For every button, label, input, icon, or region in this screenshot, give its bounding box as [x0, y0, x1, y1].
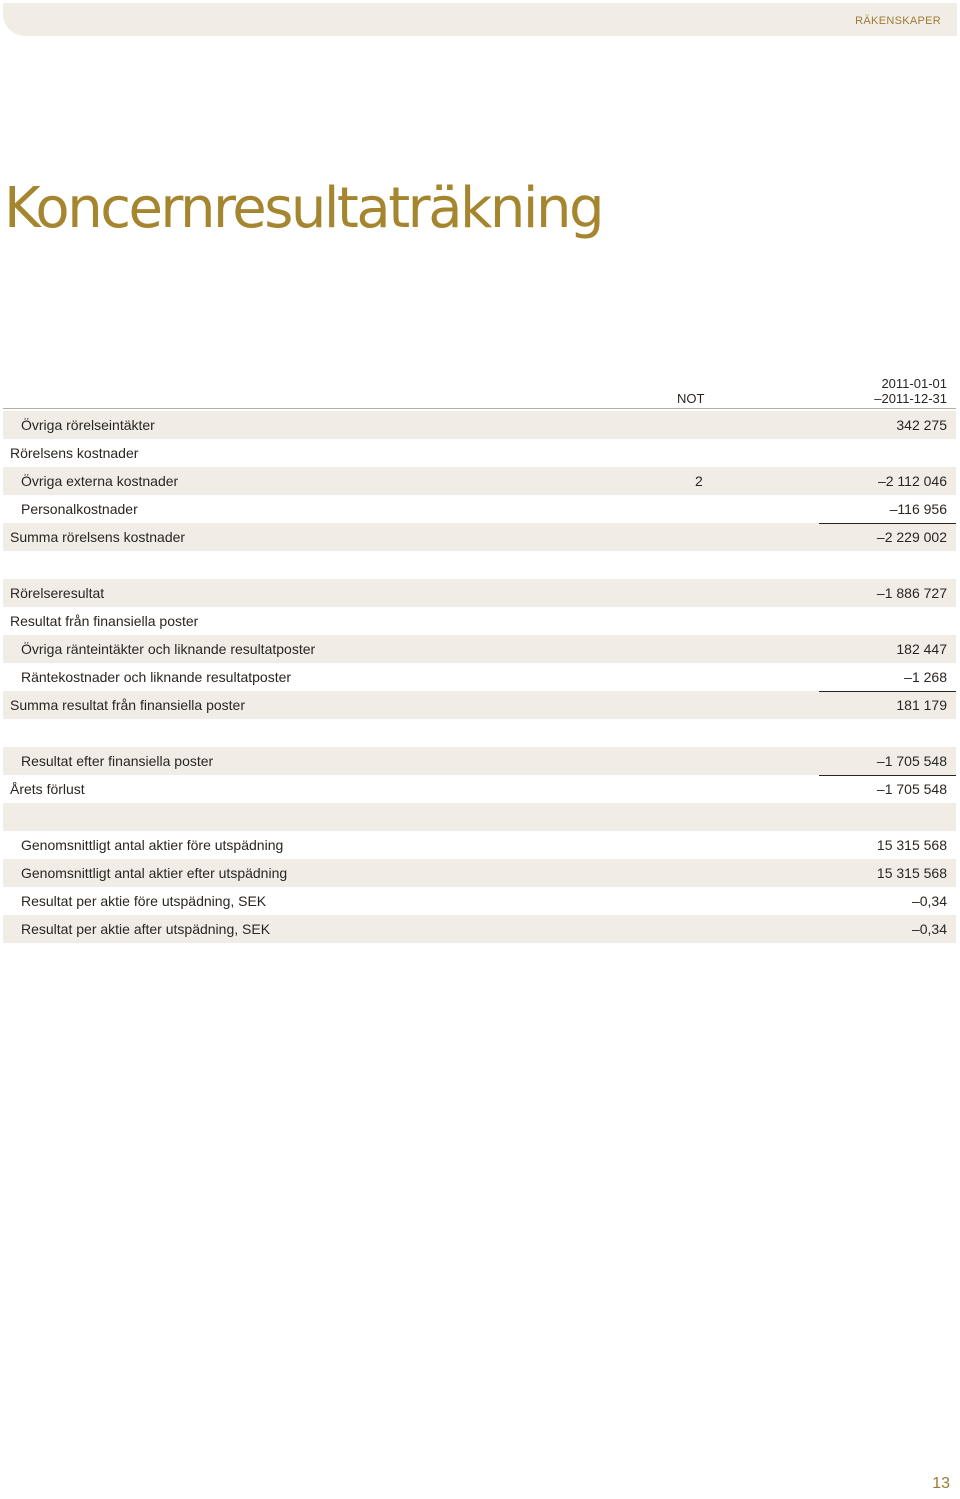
row-value: –116 956	[889, 501, 947, 517]
row-value: –0,34	[911, 893, 947, 909]
spacer-row	[3, 551, 956, 579]
section-label: RÄKENSKAPER	[855, 15, 941, 27]
row-label: Resultat per aktie före utspädning, SEK	[21, 893, 267, 909]
row-value: –0,34	[911, 921, 947, 937]
page-number: 13	[932, 1475, 950, 1492]
table-row	[3, 411, 956, 439]
table-row	[3, 439, 956, 467]
row-value: –1 886 727	[876, 585, 947, 601]
row-label: Övriga rörelseintäkter	[21, 417, 155, 433]
row-value: –2 112 046	[877, 473, 947, 489]
row-value: 15 315 568	[876, 837, 947, 853]
row-label: Årets förlust	[10, 781, 85, 797]
table-row	[3, 691, 956, 719]
table-row	[3, 495, 956, 523]
header-band	[3, 3, 957, 36]
note-column-header: NOT	[677, 391, 705, 406]
period-header-end: –2011-12-31	[874, 391, 947, 406]
table-row	[3, 607, 956, 635]
row-label: Resultat per aktie after utspädning, SEK	[21, 921, 271, 937]
income-statement-table	[3, 411, 956, 943]
row-label: Rörelsens kostnader	[10, 445, 139, 461]
header-rule	[3, 408, 956, 409]
table-row	[3, 747, 956, 775]
row-value: –1 268	[904, 669, 947, 685]
row-value: 181 179	[896, 697, 947, 713]
row-label: Personalkostnader	[21, 501, 138, 517]
row-note: 2	[695, 473, 703, 489]
table-row	[3, 523, 956, 551]
page-title: Koncernresultaträkning	[4, 176, 603, 241]
row-label: Summa rörelsens kostnader	[10, 529, 186, 545]
table-row	[3, 663, 956, 691]
spacer-row	[3, 803, 956, 831]
row-value: 342 275	[896, 417, 947, 433]
row-label: Övriga externa kostnader	[21, 473, 179, 489]
row-label: Resultat från finansiella poster	[10, 613, 199, 629]
period-header-start: 2011-01-01	[881, 376, 947, 391]
row-label: Summa resultat från finansiella poster	[10, 697, 245, 713]
row-value: –2 229 002	[876, 529, 947, 545]
row-value: –1 705 548	[876, 781, 947, 797]
table-row	[3, 887, 956, 915]
table-row	[3, 467, 956, 495]
row-label: Övriga ränteintäkter och liknande resultatposter	[21, 641, 316, 657]
row-value: 182 447	[896, 641, 947, 657]
table-row	[3, 635, 956, 663]
row-value: –1 705 548	[876, 753, 947, 769]
table-row	[3, 831, 956, 859]
row-label: Räntekostnader och liknande resultatposter	[21, 669, 292, 685]
row-label: Genomsnittligt antal aktier före utspädning	[21, 837, 284, 853]
table-row	[3, 579, 956, 607]
table-row	[3, 859, 956, 887]
spacer-row	[3, 719, 956, 747]
row-label: Resultat efter finansiella poster	[21, 753, 214, 769]
table-row	[3, 915, 956, 943]
row-label: Rörelseresultat	[10, 585, 105, 601]
table-row	[3, 775, 956, 803]
row-label: Genomsnittligt antal aktier efter utspädning	[21, 865, 288, 881]
row-value: 15 315 568	[876, 865, 947, 881]
